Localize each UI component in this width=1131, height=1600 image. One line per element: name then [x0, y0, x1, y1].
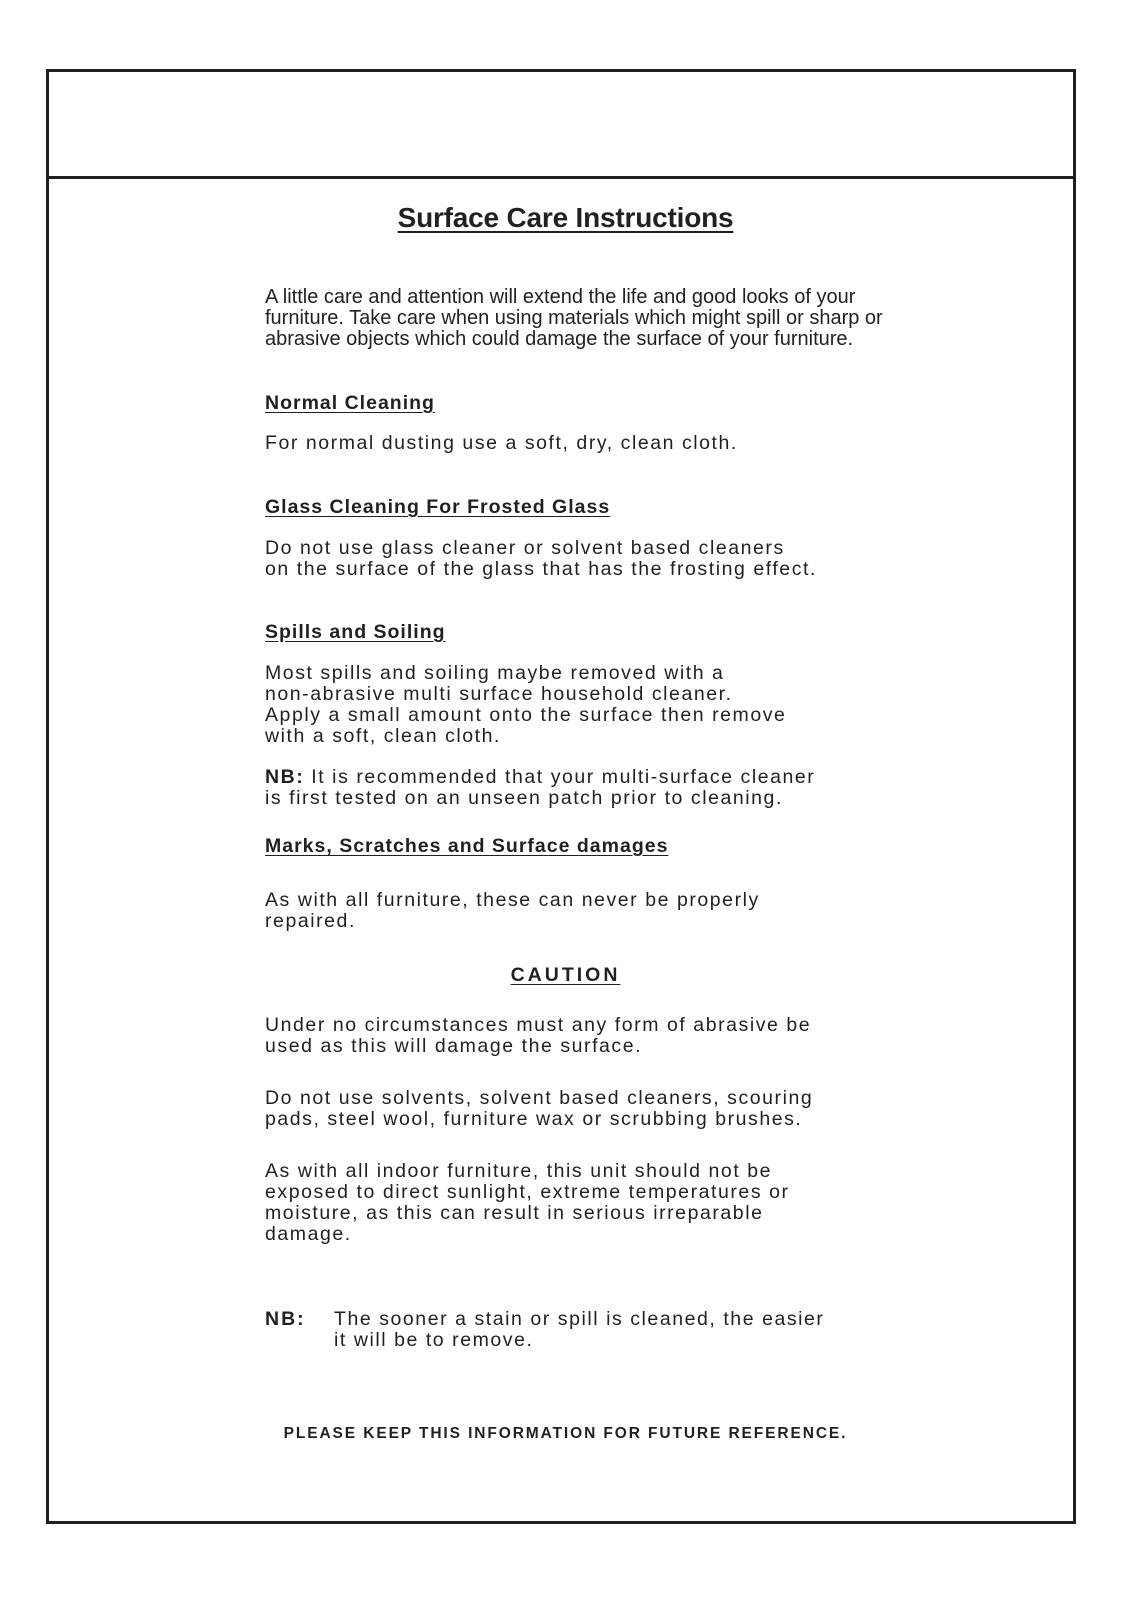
normal-cleaning-text: For normal dusting use a soft, dry, clean cloth. — [265, 432, 738, 454]
intro-paragraph: A little care and attention will extend the life and good looks of your furniture. Take care when using materials which might spill or sharp or abrasive objects which could damage the surface of your furniture. — [265, 286, 883, 350]
glass-cleaning-text: Do not use glass cleaner or solvent based cleaners on the surface of the glass that has the frosting effect. — [265, 537, 817, 580]
spills-nb-note — [265, 767, 905, 809]
caution-paragraph: Under no circumstances must any form of abrasive be used as this will damage the surface. — [265, 1014, 812, 1057]
footer-notice: PLEASE KEEP THIS INFORMATION FOR FUTURE REFERENCE. — [283, 1425, 848, 1442]
heading-spills-soiling: Spills and Soiling — [265, 621, 446, 643]
header-box — [49, 72, 1073, 179]
caution-paragraph: Do not use solvents, solvent based cleaners, scouring pads, steel wool, furniture wax or scrubbing brushes. — [265, 1087, 814, 1130]
marks-scratches-text: As with all furniture, these can never be properly repaired. — [265, 889, 760, 932]
caution-heading: CAUTION — [510, 964, 621, 986]
final-nb-note — [265, 1309, 905, 1351]
heading-normal-cleaning: Normal Cleaning — [265, 392, 435, 414]
spills-soiling-text: Most spills and soiling maybe removed with a non-abrasive multi surface household cleaner. Apply a small amount onto the surface then remove with a soft, clean cloth. — [265, 662, 787, 747]
nb-label: NB: — [265, 766, 305, 788]
page-title: Surface Care Instructions — [397, 202, 734, 233]
nb-text: It is recommended that your multi-surface cleaner is first tested on an unseen patch prior to cleaning. — [265, 766, 816, 809]
heading-marks-scratches: Marks, Scratches and Surface damages — [265, 835, 669, 857]
heading-glass-cleaning: Glass Cleaning For Frosted Glass — [265, 496, 611, 518]
caution-paragraph: As with all indoor furniture, this unit should not be exposed to direct sunlight, extreme temperatures or moisture, as this can result in serious irreparable damage. — [265, 1160, 790, 1245]
nb-label: NB: — [265, 1308, 306, 1330]
nb-text: The sooner a stain or spill is cleaned, the easier it will be to remove. — [334, 1308, 825, 1351]
